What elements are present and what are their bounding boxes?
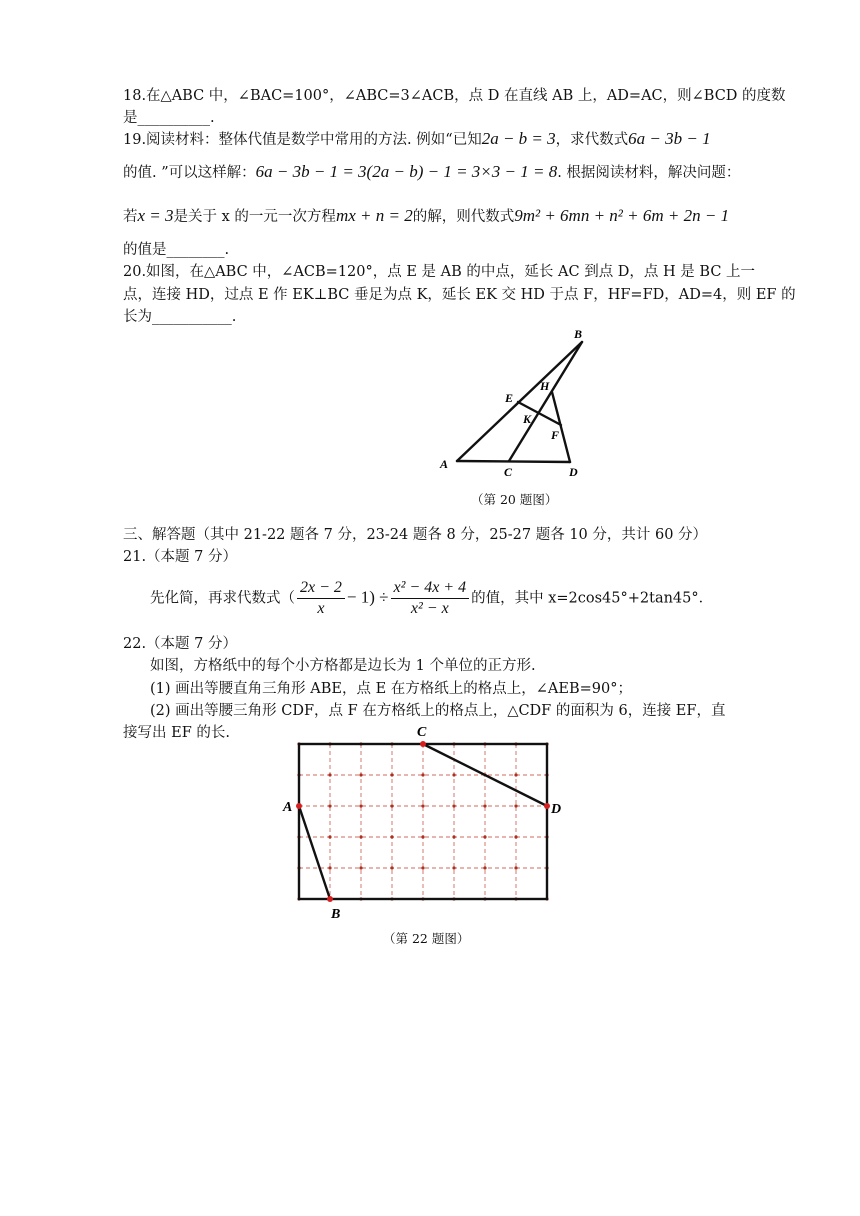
q19-math: mx + n = 2 — [335, 206, 413, 225]
q19-text: 19.阅读材料：整体代值是数学中常用的方法. 例如“已知 — [123, 132, 482, 148]
q22-line2: (1) 画出等腰直角三角形 ABE，点 E 在方格纸上的格点上，∠AEB=90°； — [150, 681, 632, 697]
q19-text: 的解，则代数式 — [412, 209, 515, 225]
q19-text: . 根据阅读材料，解决问题： — [557, 165, 741, 181]
q19-math: 2a − b = 3 — [481, 129, 556, 148]
grid-point — [328, 773, 331, 776]
grid-point — [359, 804, 362, 807]
grid-point — [514, 866, 517, 869]
grid-point — [390, 835, 393, 838]
q20-caption: （第 20 题图） — [471, 492, 558, 507]
q18-line1: 18.在△ABC 中，∠BAC=100°，∠ABC=3∠ACB，点 D 在直线 AB 上，AD=AC，则∠BCD 的度数 — [123, 88, 786, 104]
label-f: F — [551, 428, 560, 442]
grid-point — [483, 866, 486, 869]
point-d — [544, 803, 550, 809]
fraction-1-numerator: 2x − 2 — [297, 578, 345, 599]
q21-header: 21.（本题 7 分） — [123, 549, 238, 565]
q20-figure — [430, 322, 610, 482]
label-k: K — [523, 412, 532, 426]
fraction-1-denominator: x — [317, 600, 325, 617]
grid-point — [390, 866, 393, 869]
q22-grid-figure — [280, 722, 580, 922]
segment-ab — [299, 806, 330, 899]
grid-point — [421, 804, 424, 807]
fraction-2-numerator: x² − 4x + 4 — [391, 578, 470, 599]
q19-line3 — [123, 206, 729, 227]
point-b — [327, 896, 333, 902]
label-a: A — [440, 457, 449, 471]
q18-line2: 是__________. — [123, 110, 215, 126]
grid-point — [421, 866, 424, 869]
fraction-1 — [297, 578, 345, 619]
grid-point — [514, 835, 517, 838]
grid-point — [359, 773, 362, 776]
segment-ad — [457, 461, 570, 462]
q20-line1: 20.如图，在△ABC 中，∠ACB=120°，点 E 是 AB 的中点，延长 AC 到点 D，点 H 是 BC 上一 — [123, 264, 756, 280]
q19-math: 6a − 3b − 1 = 3(2a − b) − 1 = 3×3 − 1 = 8 — [255, 162, 558, 181]
q19-line1 — [123, 129, 711, 150]
q21-text: 先化简，再求代数式（ — [150, 590, 295, 607]
grid-point — [483, 804, 486, 807]
q20-line3: 长为___________. — [123, 309, 237, 325]
grid-point — [390, 804, 393, 807]
grid-point — [390, 773, 393, 776]
label-d: D — [569, 465, 578, 479]
q21-math: − 1) ÷ — [346, 587, 389, 607]
grid-point — [421, 835, 424, 838]
grid-point — [421, 773, 424, 776]
q22-caption: （第 22 题图） — [383, 931, 470, 946]
q19-line4: 的值是________. — [123, 242, 230, 258]
q22-line1: 如图，方格纸中的每个小方格都是边长为 1 个单位的正方形. — [150, 658, 536, 674]
label-e: E — [505, 391, 514, 405]
grid-point — [514, 773, 517, 776]
q21-expression — [150, 578, 713, 619]
label-d: D — [551, 802, 562, 817]
q19-math: 9m² + 6mn + n² + 6m + 2n − 1 — [514, 206, 730, 225]
q22-line4: 接写出 EF 的长. — [123, 725, 230, 741]
q19-math: 6a − 3b − 1 — [628, 129, 711, 148]
grid-point — [452, 835, 455, 838]
label-h: H — [540, 379, 550, 393]
grid-point — [452, 773, 455, 776]
grid-point — [483, 835, 486, 838]
q22-line3: (2) 画出等腰三角形 CDF，点 F 在方格纸上的格点上，△CDF 的面积为 6，连接 EF，直 — [150, 703, 726, 719]
grid-point — [359, 835, 362, 838]
section3-title: 三、解答题（其中 21-22 题各 7 分，23-24 题各 8 分，25-27 题各 10 分，共计 60 分） — [123, 527, 708, 543]
label-a: A — [283, 800, 293, 815]
fraction-2 — [391, 578, 470, 619]
fraction-2-denominator: x² − x — [410, 600, 449, 617]
point-a — [296, 803, 302, 809]
q21-text: 的值，其中 x=2cos45°+2tan45°． — [471, 590, 714, 607]
point-c — [420, 741, 426, 747]
label-b: B — [331, 907, 341, 922]
q20-line2: 点，连接 HD，过点 E 作 EK⊥BC 垂足为点 K，延长 EK 交 HD 于点 F，HF=FD，AD=4，则 EF 的 — [123, 287, 796, 303]
q19-line2 — [123, 162, 740, 183]
label-c: C — [504, 465, 513, 479]
grid-point — [452, 866, 455, 869]
grid-point — [328, 835, 331, 838]
segment-hd — [552, 392, 570, 462]
grid-point — [328, 804, 331, 807]
grid-point — [328, 866, 331, 869]
q19-text: ，求代数式 — [555, 132, 629, 148]
q19-text: 是关于 x 的一元一次方程 — [173, 209, 336, 225]
label-b: B — [574, 327, 583, 341]
grid-point — [514, 804, 517, 807]
grid-point — [452, 804, 455, 807]
label-c: C — [417, 725, 427, 740]
q22-header: 22.（本题 7 分） — [123, 636, 238, 652]
q19-text: 的值. ”可以这样解： — [123, 165, 256, 181]
q19-math: x = 3 — [137, 206, 174, 225]
grid-point — [359, 866, 362, 869]
q19-text: 若 — [123, 209, 138, 225]
